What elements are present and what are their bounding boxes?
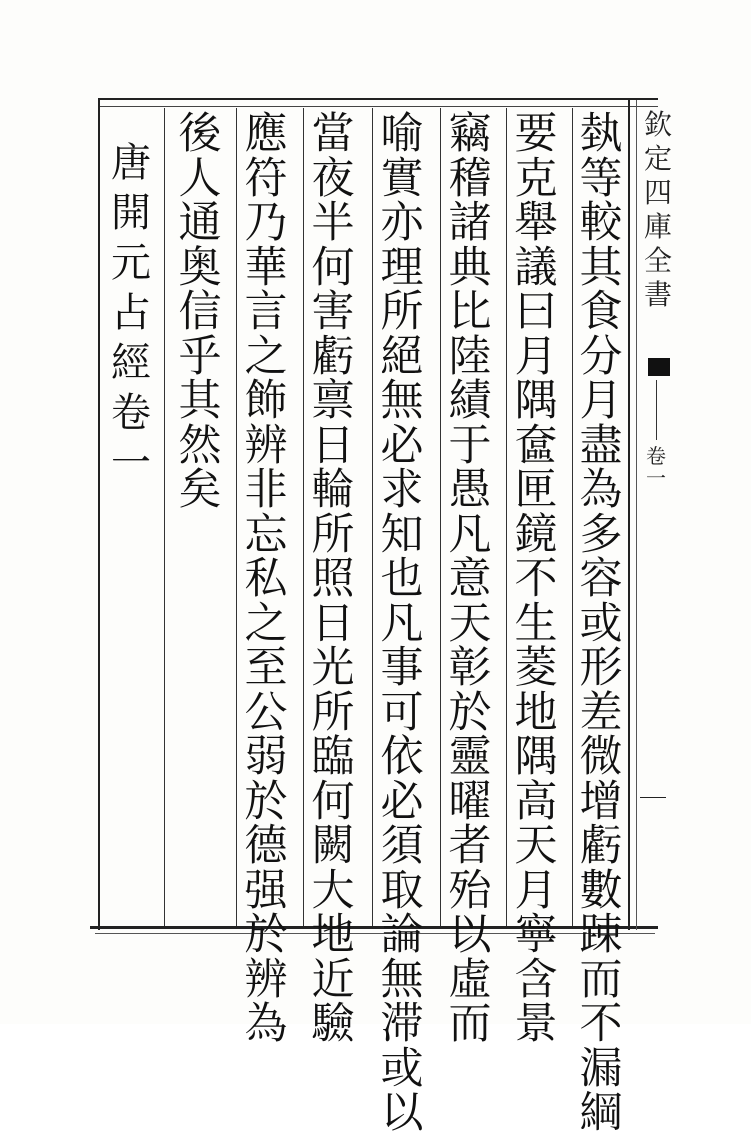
top-border-rule xyxy=(98,98,658,100)
glyph: 華 xyxy=(244,242,288,293)
glyph: 後 xyxy=(178,109,222,159)
glyph: 盡 xyxy=(579,420,623,471)
glyph: 奥 xyxy=(178,242,222,293)
glyph: 實 xyxy=(380,153,424,204)
margin-book-title xyxy=(641,108,675,312)
bottom-border-rule-inner xyxy=(95,933,655,934)
glyph: 或 xyxy=(579,598,623,649)
glyph: 理 xyxy=(380,242,424,293)
glyph: 績 xyxy=(448,376,492,426)
glyph: 辨 xyxy=(244,954,288,1005)
glyph: 卷 xyxy=(646,444,666,468)
text-column-5 xyxy=(305,109,361,1049)
glyph: 臨 xyxy=(311,732,355,782)
glyph: 通 xyxy=(178,198,222,248)
glyph: 埶 xyxy=(579,109,623,159)
glyph: 其 xyxy=(579,242,623,293)
glyph: 曜 xyxy=(448,776,492,827)
glyph: 隅 xyxy=(514,376,558,426)
glyph: 所 xyxy=(380,287,424,337)
glyph: 至 xyxy=(244,643,288,693)
glyph: 卷 xyxy=(111,390,151,436)
glyph: 信 xyxy=(178,287,222,337)
glyph: 一 xyxy=(111,440,151,486)
column-divider xyxy=(236,108,237,926)
glyph: 地 xyxy=(514,687,558,738)
glyph: 須 xyxy=(380,821,424,871)
top-border-rule-inner xyxy=(98,106,658,107)
glyph: 議 xyxy=(514,242,558,293)
right-frame-rule-inner xyxy=(636,100,637,930)
glyph: 日 xyxy=(311,598,355,649)
glyph: 事 xyxy=(380,643,424,693)
glyph: 而 xyxy=(448,999,492,1049)
glyph: 鏡 xyxy=(514,509,558,560)
glyph: 必 xyxy=(380,420,424,471)
glyph: 殆 xyxy=(448,865,492,916)
margin-center-line xyxy=(656,380,657,440)
glyph: 者 xyxy=(448,821,492,871)
glyph: 為 xyxy=(244,999,288,1049)
glyph: 天 xyxy=(514,821,558,871)
glyph: 輪 xyxy=(311,465,355,515)
glyph: 踈 xyxy=(579,910,623,960)
glyph: 書 xyxy=(643,278,672,311)
glyph: 當 xyxy=(311,109,355,159)
glyph: 無 xyxy=(380,376,424,426)
text-column-3 xyxy=(442,109,498,1049)
glyph: 菱 xyxy=(514,643,558,693)
glyph: 定 xyxy=(643,142,672,175)
glyph: 然 xyxy=(178,420,222,471)
glyph: 知 xyxy=(380,509,424,560)
glyph: 於 xyxy=(448,687,492,738)
glyph: 凡 xyxy=(448,509,492,560)
glyph: 凡 xyxy=(380,598,424,649)
glyph: 何 xyxy=(311,776,355,827)
margin-juan-label xyxy=(641,445,671,489)
column-divider xyxy=(303,108,304,926)
glyph: 依 xyxy=(380,732,424,782)
glyph: 景 xyxy=(514,999,558,1049)
glyph: 克 xyxy=(514,153,558,204)
glyph: 庫 xyxy=(643,210,672,243)
glyph: 求 xyxy=(380,465,424,515)
glyph: 虧 xyxy=(579,821,623,871)
glyph: 于 xyxy=(448,420,492,471)
glyph: 可 xyxy=(380,687,424,738)
glyph: 滞 xyxy=(380,999,424,1049)
glyph: 禀 xyxy=(311,376,355,426)
glyph: 經 xyxy=(111,340,151,386)
glyph: 以 xyxy=(448,910,492,960)
glyph: 所 xyxy=(311,687,355,738)
left-frame-rule xyxy=(98,100,100,930)
glyph: 夜 xyxy=(311,153,355,204)
glyph: 容 xyxy=(579,554,623,604)
glyph: 含 xyxy=(514,954,558,1005)
glyph: 意 xyxy=(448,554,492,604)
column-divider xyxy=(164,108,165,926)
glyph: 絕 xyxy=(380,331,424,382)
glyph: 光 xyxy=(311,643,355,693)
bottom-border-rule xyxy=(90,926,658,929)
glyph: 虧 xyxy=(311,331,355,382)
glyph: 照 xyxy=(311,554,355,604)
glyph: 德 xyxy=(244,821,288,871)
glyph: 喻 xyxy=(380,109,424,159)
glyph: 之 xyxy=(244,331,288,382)
glyph: 典 xyxy=(448,242,492,293)
glyph: 要 xyxy=(514,109,558,159)
glyph: 月 xyxy=(579,376,623,426)
glyph: 而 xyxy=(579,954,623,1005)
glyph: 月 xyxy=(514,331,558,382)
glyph: 稽 xyxy=(448,153,492,204)
glyph: 乎 xyxy=(178,331,222,382)
glyph: 大 xyxy=(311,865,355,916)
glyph: 地 xyxy=(311,910,355,960)
glyph: 忘 xyxy=(244,509,288,560)
glyph: 生 xyxy=(514,598,558,649)
glyph: 不 xyxy=(579,999,623,1049)
glyph: 符 xyxy=(244,153,288,204)
glyph: 竊 xyxy=(448,109,492,159)
column-divider xyxy=(506,108,507,926)
glyph: 害 xyxy=(311,287,355,337)
glyph: 半 xyxy=(311,198,355,248)
glyph: 隅 xyxy=(514,732,558,782)
glyph: 以 xyxy=(380,1088,424,1138)
glyph: 無 xyxy=(380,954,424,1005)
glyph: 天 xyxy=(448,598,492,649)
glyph: 等 xyxy=(579,153,623,204)
glyph: 唐 xyxy=(111,140,151,186)
glyph: 論 xyxy=(380,910,424,960)
text-column-7 xyxy=(172,109,228,922)
glyph: 漏 xyxy=(579,1043,623,1094)
glyph: 形 xyxy=(579,643,623,693)
glyph: 非 xyxy=(244,465,288,515)
text-column-1 xyxy=(573,109,629,1138)
glyph: 陸 xyxy=(448,331,492,382)
glyph: 增 xyxy=(579,776,623,827)
glyph: 全 xyxy=(643,244,672,277)
glyph: 之 xyxy=(244,598,288,649)
glyph: 奩 xyxy=(514,420,558,471)
glyph: 彰 xyxy=(448,643,492,693)
text-column-6 xyxy=(238,109,294,1049)
glyph: 人 xyxy=(178,153,222,204)
glyph: 微 xyxy=(579,732,623,782)
glyph: 乃 xyxy=(244,198,288,248)
glyph: 强 xyxy=(244,865,288,916)
glyph: 應 xyxy=(244,109,288,159)
glyph: 何 xyxy=(311,242,355,293)
glyph: 較 xyxy=(579,198,623,248)
glyph: 私 xyxy=(244,554,288,604)
glyph: 闕 xyxy=(311,821,355,871)
glyph: 欽 xyxy=(643,108,672,141)
glyph: 其 xyxy=(178,376,222,426)
glyph: 元 xyxy=(111,240,151,286)
glyph: 取 xyxy=(380,865,424,916)
glyph: 寧 xyxy=(514,910,558,960)
glyph: 食 xyxy=(579,287,623,337)
glyph: 公 xyxy=(244,687,288,738)
glyph: 舉 xyxy=(514,198,558,248)
glyph: 亦 xyxy=(380,198,424,248)
glyph: 不 xyxy=(514,554,558,604)
glyph: 言 xyxy=(244,287,288,337)
glyph: 日 xyxy=(311,420,355,471)
glyph: 數 xyxy=(579,865,623,916)
fish-tail-mark xyxy=(648,358,670,376)
glyph: 也 xyxy=(380,554,424,604)
column-divider xyxy=(372,108,373,926)
column-divider xyxy=(440,108,441,926)
text-column-2 xyxy=(508,109,564,1049)
glyph: 四 xyxy=(643,176,672,209)
margin-fold-mark xyxy=(640,797,666,798)
glyph: 驗 xyxy=(311,999,355,1049)
glyph: 或 xyxy=(380,1043,424,1094)
glyph: 綱 xyxy=(579,1088,623,1138)
glyph: 匣 xyxy=(514,465,558,515)
glyph: 高 xyxy=(514,776,558,827)
glyph: 近 xyxy=(311,954,355,1005)
glyph: 必 xyxy=(380,776,424,827)
glyph: 矣 xyxy=(178,465,222,515)
glyph: 辨 xyxy=(244,420,288,471)
glyph: 曰 xyxy=(514,287,558,337)
glyph: 飾 xyxy=(244,376,288,426)
glyph: 靈 xyxy=(448,732,492,782)
glyph: 愚 xyxy=(448,465,492,515)
glyph: 月 xyxy=(514,865,558,916)
glyph: 多 xyxy=(579,509,623,560)
glyph: 於 xyxy=(244,776,288,827)
glyph: 於 xyxy=(244,910,288,960)
glyph: 弱 xyxy=(244,732,288,782)
glyph: 開 xyxy=(111,190,151,236)
glyph: 比 xyxy=(448,287,492,337)
glyph: 占 xyxy=(111,290,151,336)
glyph: 分 xyxy=(579,331,623,382)
glyph: 為 xyxy=(579,465,623,515)
text-column-4 xyxy=(374,109,430,1138)
glyph: 差 xyxy=(579,687,623,738)
glyph: 所 xyxy=(311,509,355,560)
glyph: 諸 xyxy=(448,198,492,248)
glyph: 虛 xyxy=(448,954,492,1005)
volume-title-column xyxy=(103,138,159,948)
glyph: 一 xyxy=(646,466,666,490)
